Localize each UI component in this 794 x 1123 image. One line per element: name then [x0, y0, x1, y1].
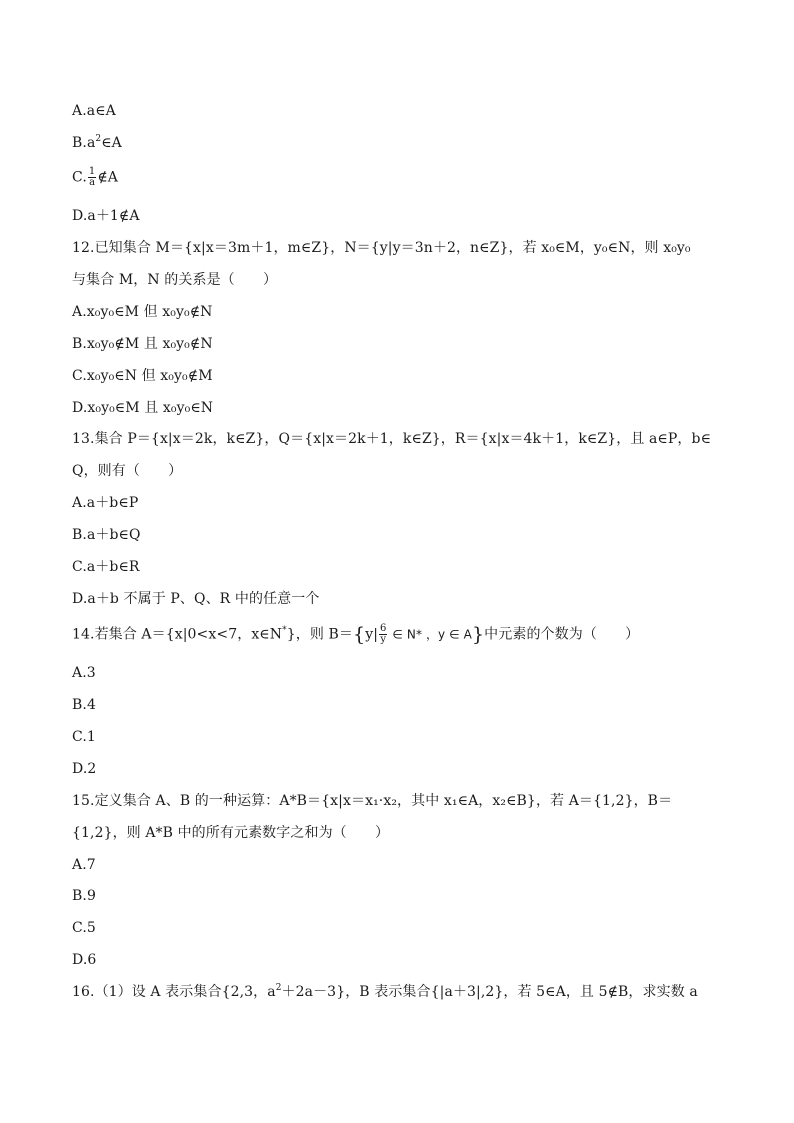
- q14-option-d: D.2: [72, 761, 97, 777]
- q11-option-d: D.a＋1∉A: [72, 208, 140, 224]
- q12-option-c: C.x₀y₀∈N 但 x₀y₀∉M: [72, 368, 213, 384]
- q14-option-a: A.3: [72, 665, 96, 681]
- q14-stem-part1: 14.若集合 A＝{x|0<x<7，x∈N: [72, 626, 283, 643]
- q16-stem: [72, 982, 698, 1002]
- q15-option-d: D.6: [72, 952, 97, 968]
- q14-fraction: [379, 624, 387, 645]
- q15-option-a: A.7: [72, 857, 96, 873]
- q13-stem-line2: Q，则有（ ）: [72, 463, 183, 479]
- q13-option-b: B.a＋b∈Q: [72, 527, 141, 543]
- q14-brace-close: }: [471, 623, 485, 646]
- q12-option-d: D.x₀y₀∈M 且 x₀y₀∈N: [72, 400, 214, 416]
- q11-option-c-fraction: [88, 167, 96, 188]
- q11-option-c-suffix: ∉A: [97, 169, 119, 186]
- q12-stem-line1: 12.已知集合 M＝{x|x＝3m＋1，m∈Z}，N＝{y|y＝3n＋2，n∈Z}，若 x₀∈M，y₀∈N，则 x₀y₀: [72, 240, 691, 256]
- q16-part1: 16.（1）设 A 表示集合{2,3，a: [72, 984, 276, 1000]
- q14-stem-part3: 中元素的个数为（ ）: [484, 626, 640, 643]
- q15-stem-line1: 15.定义集合 A、B 的一种运算：A*B＝{x|x＝x₁·x₂，其中 x₁∈A，x₂∈B}，若 A＝{1,2}，B＝: [72, 793, 673, 809]
- q11-option-b: [72, 133, 122, 153]
- q16-part2: ＋2a－3}，B 表示集合{|a＋3|,2}，若 5∈A，且 5∉B，求实数 a: [281, 984, 698, 1000]
- q11-option-c-num: 1: [88, 166, 96, 177]
- q14-set-cond: ∈ N* ，y ∈ A: [388, 627, 472, 642]
- q14-option-b: B.4: [72, 697, 96, 713]
- q11-option-a: A.a∈A: [72, 103, 116, 119]
- q14-frac-num: 6: [380, 623, 387, 634]
- q15-option-c: C.5: [72, 920, 96, 936]
- q14-stem-part2: }，则 B＝: [286, 626, 353, 643]
- q12-option-b: B.x₀y₀∉M 且 x₀y₀∉N: [72, 336, 213, 352]
- q12-stem-line2: 与集合 M，N 的关系是（ ）: [72, 272, 278, 288]
- q14-stem: [72, 624, 639, 645]
- q14-brace-open: {: [352, 623, 366, 646]
- q13-option-c: C.a＋b∈R: [72, 559, 140, 575]
- q13-stem-line1: 13.集合 P＝{x|x＝2k，k∈Z}，Q＝{x|x＝2k＋1，k∈Z}，R＝{x|x＝4k＋1，k∈Z}，且 a∈P，b∈: [72, 431, 712, 447]
- q11-option-c: [72, 167, 118, 188]
- q15-stem-line2: {1,2}，则 A*B 中的所有元素数字之和为（ ）: [72, 825, 390, 841]
- q12-option-a: A.x₀y₀∈M 但 x₀y₀∉N: [72, 304, 213, 320]
- q15-option-b: B.9: [72, 888, 96, 904]
- q14-option-c: C.1: [72, 729, 96, 745]
- q13-option-a: A.a＋b∈P: [72, 495, 139, 511]
- q16-sup: 2: [275, 983, 282, 993]
- q11-option-c-prefix: C.: [72, 169, 87, 186]
- q11-option-b-sup: 2: [95, 134, 102, 144]
- q11-option-c-den: a: [89, 177, 96, 188]
- q14-star: *: [282, 625, 287, 636]
- q13-option-d: D.a＋b 不属于 P、Q、R 中的任意一个: [72, 591, 320, 607]
- q14-frac-den: y: [380, 634, 387, 645]
- q11-option-b-suffix: ∈A: [101, 135, 122, 151]
- q14-set-var: y|: [365, 626, 379, 643]
- q11-option-b-prefix: B.a: [72, 135, 96, 151]
